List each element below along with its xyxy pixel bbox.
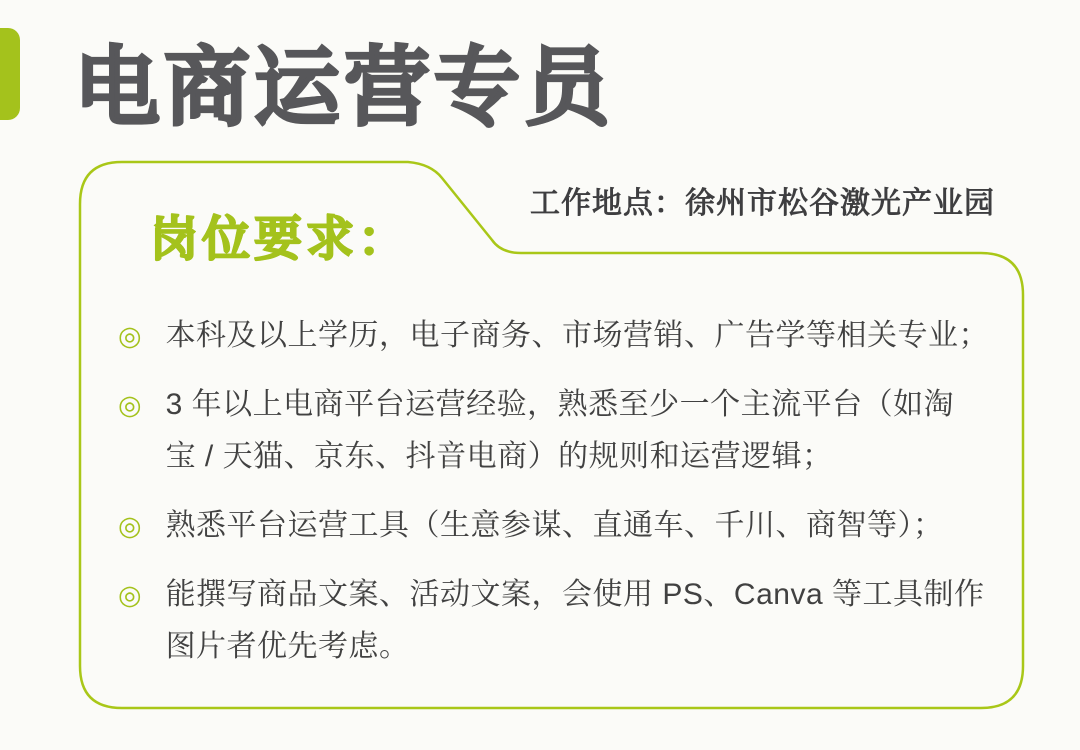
requirement-item [118,310,998,362]
requirement-line: 图片者优先考虑。 [165,630,410,663]
requirement-text [166,310,990,362]
requirements-list [118,310,998,690]
work-location-label: 工作地点：徐州市松谷激光产业园 [530,187,995,220]
bullet-circle-icon: ◎ [118,390,142,420]
requirement-line: 能撰写商品文案、活动文案，会使用 PS、Canva 等工具制作 [165,578,985,611]
requirement-text [166,569,985,673]
requirement-item [118,379,998,483]
section-title-requirements: 岗位要求： [150,213,411,266]
requirement-line: 3 年以上电商平台运营经验，熟悉至少一个主流平台（如淘 [165,388,955,421]
bullet-circle-icon: ◎ [118,321,142,351]
page-title: 电商运营专员 [74,40,614,136]
requirement-line: 宝 / 天猫、京东、抖音电商）的规则和运营逻辑； [165,440,833,473]
bullet-circle-icon: ◎ [118,580,142,610]
requirement-item [118,569,998,673]
requirement-line: 熟悉平台运营工具（生意参谋、直通车、千川、商智等）； [165,509,944,542]
requirement-text [166,379,955,483]
requirement-line: 本科及以上学历，电子商务、市场营销、广告学等相关专业； [165,319,990,352]
title-accent-bar [0,28,20,120]
requirement-text [166,500,944,552]
requirement-item [118,500,998,552]
bullet-circle-icon: ◎ [118,511,142,541]
